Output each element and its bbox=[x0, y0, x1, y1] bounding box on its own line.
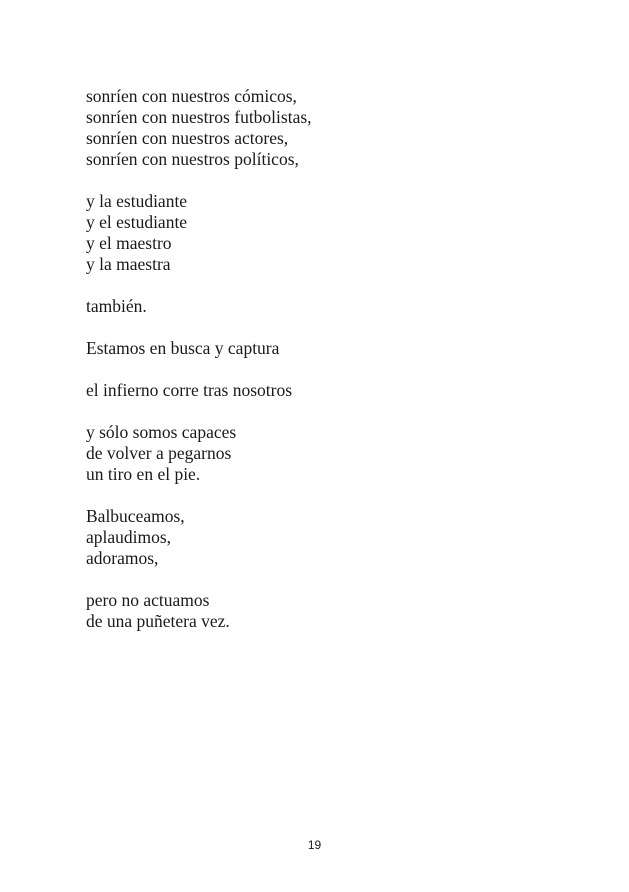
poem-line: también. bbox=[86, 296, 147, 316]
poem-line: adoramos, bbox=[86, 548, 159, 568]
poem-line: un tiro en el pie. bbox=[86, 464, 201, 484]
poem-line: el infierno corre tras nosotros bbox=[86, 380, 293, 400]
poem-line: pero no actuamos bbox=[86, 590, 210, 610]
stanza bbox=[86, 506, 566, 569]
stanza bbox=[86, 338, 566, 359]
stanza-break bbox=[86, 359, 566, 380]
stanza-break bbox=[86, 317, 566, 338]
poem-line: sonríen con nuestros actores, bbox=[86, 128, 289, 148]
stanza-break bbox=[86, 401, 566, 422]
poem-line: sonríen con nuestros políticos, bbox=[86, 149, 299, 169]
stanza-break bbox=[86, 569, 566, 590]
poem-line: y la estudiante bbox=[86, 191, 188, 211]
poem-line: aplaudimos, bbox=[86, 527, 172, 547]
stanza bbox=[86, 296, 566, 317]
poem-body bbox=[86, 86, 566, 632]
page-number: 19 bbox=[307, 838, 322, 852]
poem-line: y sólo somos capaces bbox=[86, 422, 237, 442]
stanza bbox=[86, 191, 566, 275]
poem-line: y el estudiante bbox=[86, 212, 188, 232]
poem-line: Balbuceamos, bbox=[86, 506, 185, 526]
poem-line: de volver a pegarnos bbox=[86, 443, 232, 463]
stanza-break bbox=[86, 170, 566, 191]
stanza bbox=[86, 422, 566, 485]
stanza bbox=[86, 590, 566, 632]
poem-line: sonríen con nuestros futbolistas, bbox=[86, 107, 312, 127]
poem-line: Estamos en busca y captura bbox=[86, 338, 280, 358]
poem-line: y el maestro bbox=[86, 233, 172, 253]
poem-line: de una puñetera vez. bbox=[86, 611, 230, 631]
stanza-break bbox=[86, 275, 566, 296]
stanza-break bbox=[86, 485, 566, 506]
stanza bbox=[86, 86, 566, 170]
stanza bbox=[86, 380, 566, 401]
poem-line: y la maestra bbox=[86, 254, 171, 274]
poem-line: sonríen con nuestros cómicos, bbox=[86, 86, 297, 106]
